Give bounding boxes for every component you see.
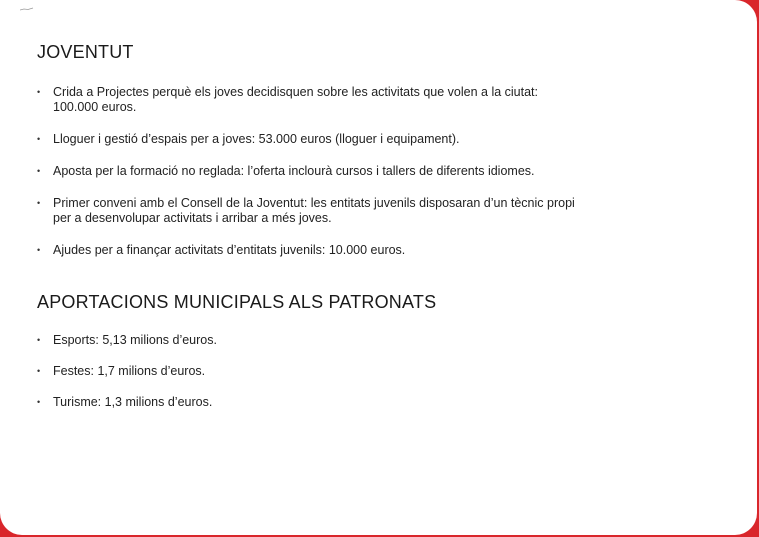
list-item — [37, 85, 577, 115]
list-item — [37, 395, 577, 410]
bullet-icon: • — [37, 366, 41, 376]
bullet-icon: • — [37, 134, 41, 144]
scan-artifact-mark — [20, 7, 34, 11]
list-item — [37, 364, 577, 379]
bullet-icon: • — [37, 245, 41, 255]
list-item-text: Lloguer i gestió d’espais per a joves: 53.000 euros (lloguer i equipament). — [53, 132, 460, 146]
list-item — [37, 164, 577, 179]
list-item-text: Crida a Projectes perquè els joves decidisquen sobre les activitats que volen a la ciutat: 100.000 euros. — [53, 85, 538, 114]
list-item — [37, 196, 577, 226]
list-item — [37, 333, 577, 348]
bullet-icon: • — [37, 198, 41, 208]
section-heading-joventut: JOVENTUT — [37, 42, 134, 62]
list-item-text: Aposta per la formació no reglada: l’oferta inclourà cursos i tallers de diferents idiomes. — [53, 164, 535, 178]
list-item-text: Esports: 5,13 milions d’euros. — [53, 333, 217, 347]
bullet-icon: • — [37, 397, 41, 407]
list-item-text: Ajudes per a finançar activitats d’entitats juvenils: 10.000 euros. — [53, 243, 406, 257]
bullet-list-aportacions — [37, 333, 577, 426]
bullet-icon: • — [37, 335, 41, 345]
list-item-text: Turisme: 1,3 milions d’euros. — [53, 395, 213, 409]
list-item — [37, 132, 577, 147]
bullet-icon: • — [37, 87, 41, 97]
list-item-text: Festes: 1,7 milions d’euros. — [53, 364, 206, 378]
bullet-icon: • — [37, 166, 41, 176]
section-heading-aportacions: APORTACIONS MUNICIPALS ALS PATRONATS — [37, 292, 437, 312]
list-item — [37, 243, 577, 258]
bullet-list-joventut — [37, 85, 577, 275]
list-item-text: Primer conveni amb el Consell de la Joventut: les entitats juvenils disposaran d’un tècnic propi per a desenvolupar activitats i arribar a més joves. — [53, 196, 575, 225]
